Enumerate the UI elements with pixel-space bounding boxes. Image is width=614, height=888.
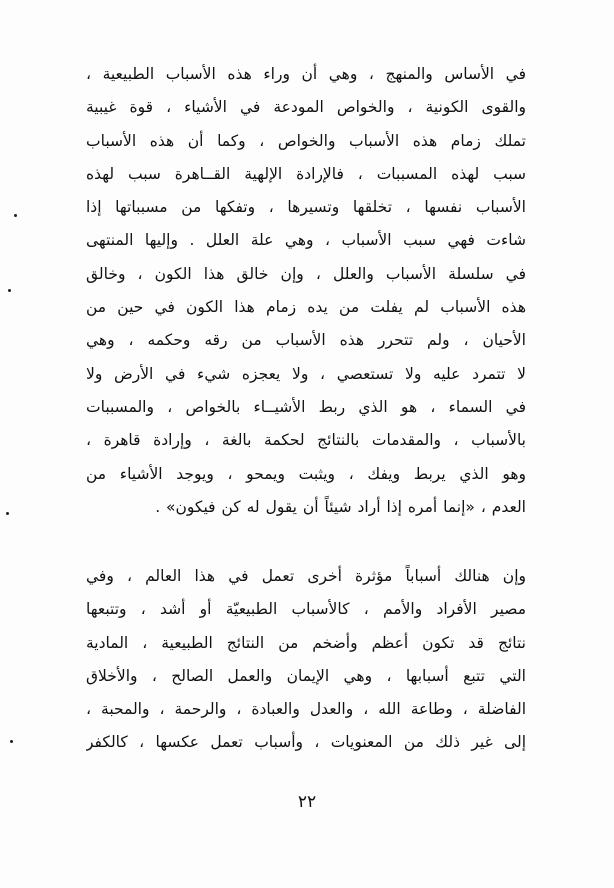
paragraph-2 — [86, 560, 526, 760]
text-line: نتائج قد تكون أعظم وأضخم من النتائج الطبيعية ، المادية — [86, 633, 526, 652]
text-line: سبب لهذه المسببات ، فالإرادة الإلهية القــاهرة سبب لهذه — [86, 164, 526, 183]
scan-speck — [10, 740, 13, 743]
paragraph-1 — [86, 58, 526, 524]
text-line: والقوى الكونية ، والخواص المودعة في الأشياء ، قوة غيبية — [86, 98, 526, 117]
text-line: مصير الأفراد والأمم ، كالأسباب الطبيعيّة أو أشد ، وتتبعها — [86, 600, 526, 619]
text-line: لا تتمرد عليه ولا تستعصي ، ولا يعجزه شيء في الأرض ولا — [86, 364, 526, 383]
text-line: الأحيان ، ولم تتحرر هذه الأسباب من رقه وحكمه ، وهي — [86, 331, 526, 350]
text-line: هذه الأسباب لم يفلت من يده زمام هذا الكون في حين من — [86, 298, 526, 317]
text-line: في الأساس والمنهج ، وهي أن وراء هذه الأسباب الطبيعية ، — [86, 65, 526, 83]
text-line: وإن هنالك أسباباً مؤثرة أخرى تعمل في هذا العالم ، وفي — [86, 567, 526, 585]
text-line: العدم ، «إنما أمره إذا أراد شيئاً أن يقول له كن فيكون» . — [155, 497, 526, 516]
scan-speck — [6, 512, 9, 515]
text-line: التي تتبع أسبابها ، وهي الإيمان والعمل الصالح ، والأخلاق — [86, 666, 526, 685]
text-line: الأسباب نفسها ، تخلقها وتسيرها ، وتفكها من مسبباتها إذا — [86, 198, 526, 217]
scan-speck — [8, 289, 11, 292]
text-line: وهو الذي يربط ويفك ، ويثبت ويمحو ، ويوجد الأشياء من — [86, 464, 526, 483]
text-line: الفاضلة ، وطاعة الله ، والعدل والعبادة ، والرحمة ، والمحبة ، — [86, 700, 526, 719]
text-line: إلى غير ذلك من المعنويات ، وأسباب تعمل عكسها ، كالكفر — [86, 733, 526, 752]
scan-speck — [14, 214, 17, 217]
text-line: في سلسلة الأسباب والعلل ، وإن خالق هذا الكون ، وخالق — [86, 264, 526, 283]
text-line: شاءت فهي سبب الأسباب ، وهي علة العلل . وإليها المنتهى — [86, 231, 526, 250]
text-line: في السماء ، هو الذي ربط الأشيــاء بالخواص ، والمسببات — [86, 397, 526, 416]
page-number: ٢٢ — [297, 792, 317, 812]
text-line: بالأسباب ، والمقدمات بالنتائج لحكمة بالغة ، وإرادة قاهرة ، — [86, 431, 526, 450]
text-line: تملك زمام هذه الأسباب والخواص ، وكما أن هذه الأسباب — [86, 131, 526, 150]
